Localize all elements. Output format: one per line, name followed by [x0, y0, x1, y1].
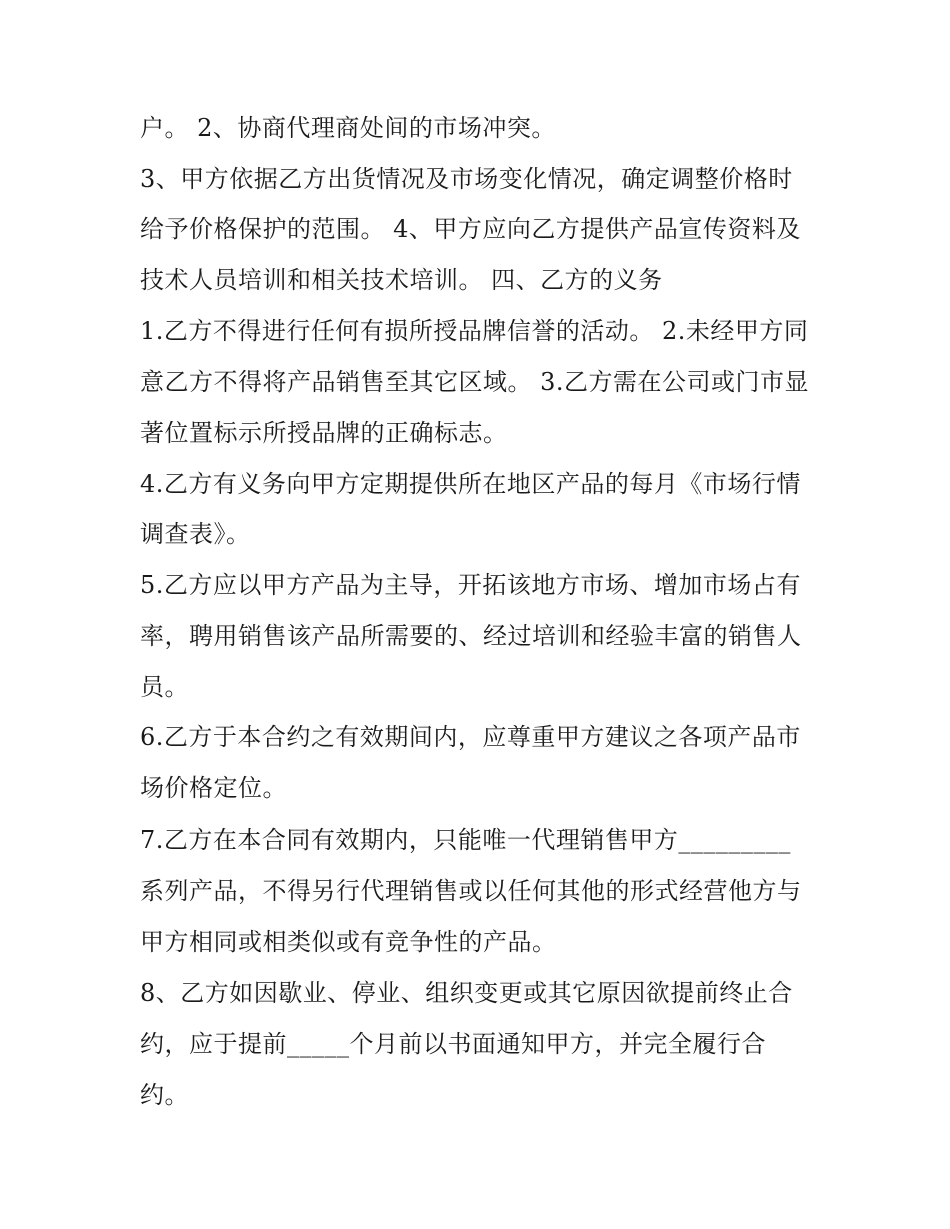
text-line: 率，聘用销售该产品所需要的、经过培训和经验丰富的销售人 — [140, 622, 802, 650]
text-line: 5.乙方应以甲方产品为主导，开拓该地方市场、增加市场占有 — [140, 571, 801, 599]
text-line: 3、甲方依据乙方出货情况及市场变化情况，确定调整价格时 — [140, 165, 793, 193]
text-line: 7.乙方在本合同有效期内，只能唯一代理销售甲方_________ — [140, 826, 791, 854]
text-line: 系列产品，不得另行代理销售或以任何其他的形式经营他方与 — [140, 877, 802, 905]
text-line: 意乙方不得将产品销售至其它区域。 3.乙方需在公司或门市显 — [140, 368, 810, 396]
text-line: 给予价格保护的范围。 4、甲方应向乙方提供产品宣传资料及 — [140, 215, 801, 243]
text-line: 约。 — [140, 1081, 189, 1109]
text-line: 户。 2、协商代理商处间的市场冲突。 — [140, 114, 556, 142]
text-line: 著位置标示所授品牌的正确标志。 — [140, 419, 508, 447]
text-line: 技术人员培训和相关技术培训。 四、乙方的义务 — [140, 266, 663, 294]
text-line: 甲方相同或相类似或有竞争性的产品。 — [140, 928, 557, 956]
text-line: 员。 — [140, 673, 189, 701]
text-line: 6.乙方于本合约之有效期间内，应尊重甲方建议之各项产品市 — [140, 723, 801, 751]
text-line: 4.乙方有义务向甲方定期提供所在地区产品的每月《市场行情 — [140, 470, 801, 498]
text-line: 约，应于提前_____个月前以书面通知甲方，并完全履行合 — [140, 1030, 766, 1058]
text-line: 调查表》。 — [140, 520, 251, 548]
text-line: 8、乙方如因歇业、停业、组织变更或其它原因欲提前终止合 — [140, 979, 793, 1007]
text-line: 场价格定位。 — [140, 774, 287, 802]
text-line: 1.乙方不得进行任何有损所授品牌信誉的活动。 2.未经甲方同 — [140, 317, 809, 345]
